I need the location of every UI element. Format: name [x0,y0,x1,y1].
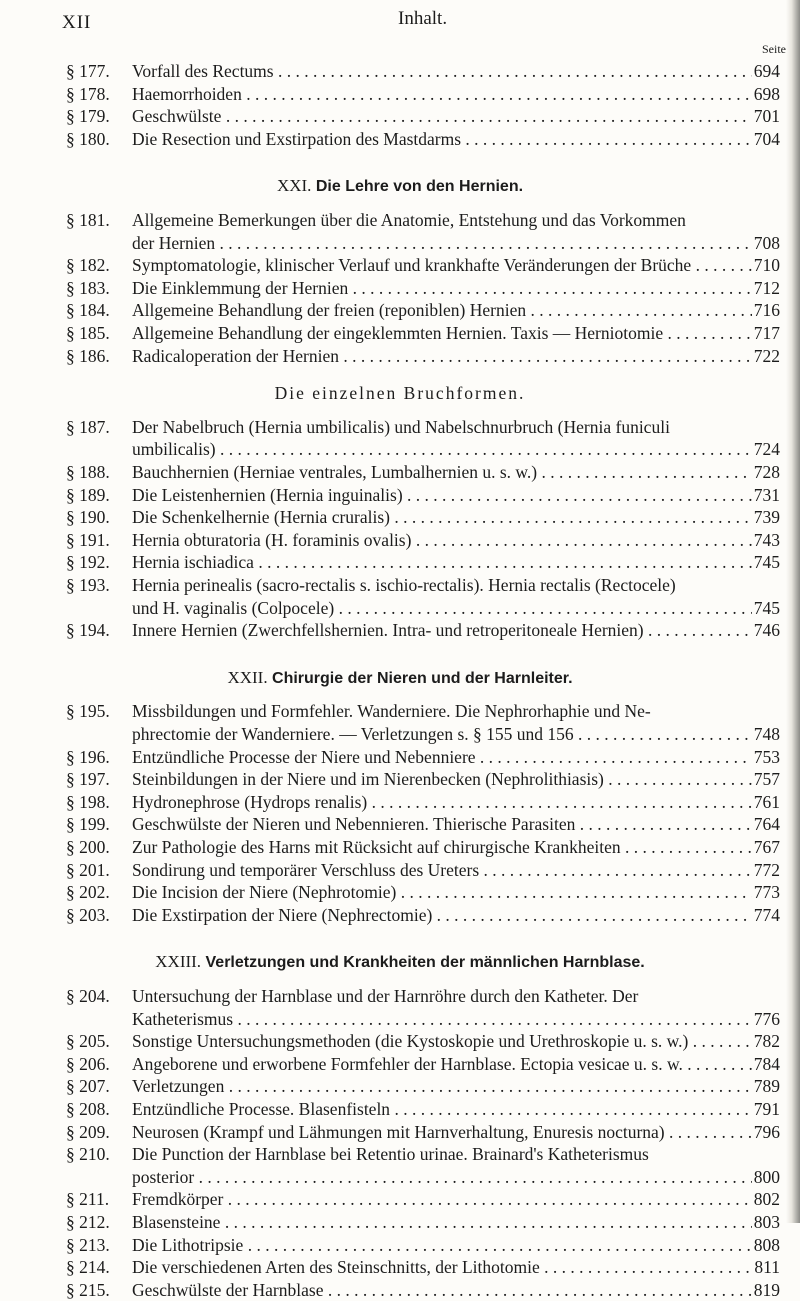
page-number: 743 [753,529,780,550]
chapter-title: Die Lehre von den Hernien. [315,178,524,196]
entry-title [132,1143,752,1188]
entry-title [132,904,752,927]
chapter-number: XXII. [227,667,268,687]
section-number: § 202. [66,882,110,903]
section-number: § 182. [66,255,110,276]
entry-title-line: Die Resection und Exstirpation des Mastdarms . . . [132,128,752,151]
entry-title-line: und H. vaginalis (Colpocele) . . . [132,597,752,620]
section-number: § 183. [66,277,110,298]
entry-title-line: Allgemeine Behandlung der eingeklemmten Hernien. Taxis — Herniotomie . . . . [132,322,752,345]
section-number: § 206. [66,1053,110,1074]
entry-title [132,1234,752,1257]
section-number: § 203. [66,904,110,925]
entry-title [132,836,752,859]
entry-title-line: Zur Pathologie des Harns mit Rücksicht auf chirurgische Krankheiten . . . . . . [132,836,752,859]
page-header [0,4,800,38]
section-number: § 212. [66,1212,110,1232]
section-number: § 214. [66,1257,110,1278]
section-number: § 209. [66,1121,110,1142]
entry-title [132,529,752,552]
entry-title [132,1075,752,1098]
page-number: 802 [753,1189,780,1210]
entry-title-line: Allgemeine Behandlung der freien (reponiblen) Hernien . . . [132,299,752,322]
entry-title-line: umbilicalis) . . . [132,438,752,461]
entry-title [132,128,752,151]
page-number: 701 [753,106,780,127]
entry-title [132,985,752,1030]
entry-title-line: Missbildungen und Formfehler. Wanderniere. Die Nephrorhaphie und Ne- [132,701,651,722]
page-number: 811 [754,1257,780,1278]
entry-title-line: Verletzungen . . . [132,1075,752,1098]
section-number: § 191. [66,529,110,550]
entry-title-line: Die Leistenhernien (Hernia inguinalis) . . . [132,484,752,507]
entry-title-line: der Hernien . . . [132,232,752,255]
page-number: 745 [753,552,780,573]
entry-title [132,461,752,484]
entry-title [132,1098,752,1121]
page-number: 761 [753,791,780,812]
entry-title-line: Der Nabelbruch (Hernia umbilicalis) und Nabelschnurbruch (Hernia funiculi [132,416,670,437]
entry-title [132,484,752,507]
page-number: 791 [753,1099,780,1119]
page-number: 808 [753,1234,780,1255]
entry-title-line: Vorfall des Rectums . . . [132,60,752,83]
entry-title [132,83,752,106]
page-number: 764 [753,814,780,835]
entry-title [132,1211,752,1234]
section-number: § 211. [66,1189,110,1210]
section-subheading: Die einzelnen Bruchformen. [274,383,526,404]
section-number: § 178. [66,83,110,104]
section-number: § 196. [66,746,110,767]
page-number: 776 [753,1008,780,1029]
entry-title-line: Bauchhernien (Herniae ventrales, Lumbalhernien u. s. w.) . . . [132,461,752,484]
section-number: § 193. [66,575,110,595]
chapter-title: Chirurgie der Nieren und der Harnleiter. [272,669,573,687]
section-number: § 184. [66,300,110,321]
entry-title-line: Die Exstirpation der Niere (Nephrectomie) . . . [132,904,752,927]
page-number: 772 [753,859,780,880]
page-number: 753 [753,746,780,767]
entry-title [132,254,752,277]
section-number: § 194. [66,620,110,641]
page-number: 803 [753,1212,780,1232]
section-number: § 181. [66,210,110,230]
page-number: 819 [753,1279,780,1300]
page-number: 782 [753,1031,780,1052]
entry-title [132,1279,752,1301]
entry-title-line: Untersuchung der Harnblase und der Harnröhre durch den Katheter. Der [132,986,639,1006]
entry-title [132,574,752,619]
page-number: 748 [753,723,780,744]
entry-title-line: Haemorrhoiden . . . [132,83,752,106]
page-number: 712 [753,277,780,298]
section-number: § 204. [66,986,110,1006]
entry-title-line: Geschwülste der Nieren und Nebennieren. Thierische Parasiten . . . . . . . . [132,813,752,836]
page-folio: XII [62,12,92,33]
section-number: § 180. [66,128,110,149]
entry-title-line: posterior . . . [132,1166,752,1189]
entry-title [132,60,752,83]
section-number: § 192. [66,552,110,573]
entry-title-line: Steinbildungen in der Niere und im Nierenbecken (Nephrolithiasis) . . . . . . . [132,768,752,791]
page-number: 745 [753,597,780,618]
entry-title [132,1188,752,1211]
entry-title [132,768,752,791]
page-edge-shadow [786,0,800,1223]
section-number: § 200. [66,837,110,857]
entry-title-line: Entzündliche Processe der Niere und Nebenniere . . . [132,746,752,769]
section-number: § 189. [66,484,110,505]
section-number: § 199. [66,814,110,835]
entry-title-line: Sonstige Untersuchungsmethoden (die Kystoskopie und Urethroskopie u. s. w.) . . . [132,1030,752,1053]
page-number: 716 [753,300,780,321]
entry-title-line: Entzündliche Processe. Blasenfisteln . . . [132,1098,752,1121]
entry-title [132,551,752,574]
entry-title [132,619,752,642]
section-number: § 208. [66,1099,110,1119]
section-number: § 186. [66,345,110,366]
entry-title [132,859,752,882]
page-number: 728 [753,462,780,482]
page-number: 784 [753,1053,780,1074]
section-number: § 187. [66,416,110,437]
entry-title-line: Die verschiedenen Arten des Steinschnitts, der Lithotomie . . . [132,1256,752,1279]
entry-title [132,1053,752,1076]
page-number: 789 [753,1076,780,1097]
entry-title-line: Hernia obturatoria (H. foraminis ovalis) . . . [132,529,752,552]
entry-title-line: Katheterismus . . . [132,1008,752,1031]
entry-title-line: Fremdkörper . . . [132,1188,752,1211]
page-number: 717 [753,323,780,343]
section-number: § 207. [66,1076,110,1097]
entry-title [132,1121,752,1144]
entry-title [132,277,752,300]
page-number: 773 [753,882,780,903]
entry-title [132,813,752,836]
section-number: § 188. [66,462,110,482]
entry-title [132,322,752,345]
section-number: § 197. [66,769,110,790]
entry-title [132,791,752,814]
page-number: 739 [753,507,780,528]
page-number: 731 [753,484,780,505]
entry-title [132,506,752,529]
entry-title-line: Symptomatologie, klinischer Verlauf und krankhafte Veränderungen der Brüche . . . [132,254,752,277]
entry-title-line: Geschwülste . . . [132,105,752,128]
page-number: 800 [753,1166,780,1187]
entry-title-line: phrectomie der Wanderniere. — Verletzungen s. § 155 und 156 . . . . . . . [132,723,752,746]
entry-title [132,746,752,769]
page-number: 746 [753,620,780,641]
page-number: 774 [753,904,780,925]
section-number: § 190. [66,507,110,528]
entry-title [132,1256,752,1279]
entry-title-line: Die Punction der Harnblase bei Retentio urinae. Brainard's Katheterismus [132,1144,649,1165]
page-number: 704 [753,128,780,149]
page-column-label: Seite [762,42,786,56]
chapter-heading [0,176,800,196]
section-number: § 177. [66,61,110,81]
entry-title-line: Die Incision der Niere (Nephrotomie) . . . [132,881,752,904]
entry-title-line: Angeborene und erworbene Formfehler der Harnblase. Ectopia vesicae u. s. w. . . . [132,1053,752,1076]
entry-title-line: Die Lithotripsie . . . [132,1234,752,1257]
entry-title-line: Allgemeine Bemerkungen über die Anatomie, Entstehung und das Vorkommen [132,210,686,230]
chapter-heading [0,668,800,688]
chapter-number: XXI. [276,176,312,196]
running-title: Inhalt. [398,8,448,29]
entry-title [132,881,752,904]
entry-title-line: Innere Hernien (Zwerchfellshernien. Intra- und retroperitoneale Hernien) . . . . . [132,619,752,642]
section-number: § 215. [66,1279,110,1300]
section-number: § 213. [66,1234,110,1255]
entry-title-line: Die Einklemmung der Hernien . . . [132,277,752,300]
section-number: § 210. [66,1144,110,1165]
entry-title-line: Radicaloperation der Hernien . . . [132,345,752,368]
page-number: 724 [753,439,780,460]
entry-title [132,345,752,368]
entry-title [132,105,752,128]
page-number: 796 [753,1121,780,1142]
page-number: 694 [753,61,780,81]
section-number: § 201. [66,859,110,880]
chapter-number: XXIII. [155,952,202,972]
section-number: § 198. [66,791,110,812]
page-number: 708 [753,232,780,253]
entry-title [132,700,752,745]
section-number: § 185. [66,323,110,343]
entry-title-line: Neurosen (Krampf und Lähmungen mit Harnverhaltung, Enuresis nocturna) . . . . [132,1121,752,1144]
entry-title-line: Hydronephrose (Hydrops renalis) . . . [132,791,752,814]
page-number: 698 [753,83,780,104]
section-number: § 195. [66,701,110,722]
page-number: 710 [753,255,780,276]
entry-title-line: Blasensteine . . . [132,1211,752,1234]
entry-title [132,1030,752,1053]
entry-title [132,209,752,254]
page-number: 767 [753,837,780,857]
entry-title [132,416,752,461]
entry-title [132,299,752,322]
entry-title-line: Sondirung und temporärer Verschluss des Ureters . . . [132,859,752,882]
page-number: 757 [753,769,780,790]
entry-title-line: Geschwülste der Harnblase . . . [132,1279,752,1301]
entry-title-line: Die Schenkelhernie (Hernia cruralis) . . . [132,506,752,529]
entry-title-line: Hernia perinealis (sacro-rectalis s. ischio-rectalis). Hernia rectalis (Rectocele) [132,575,676,595]
chapter-heading [0,952,800,972]
section-number: § 179. [66,106,110,127]
section-number: § 205. [66,1031,110,1052]
entry-title-line: Hernia ischiadica . . . [132,551,752,574]
page-number: 722 [753,345,780,366]
chapter-title: Verletzungen und Krankheiten der männlichen Harnblase. [205,954,645,972]
